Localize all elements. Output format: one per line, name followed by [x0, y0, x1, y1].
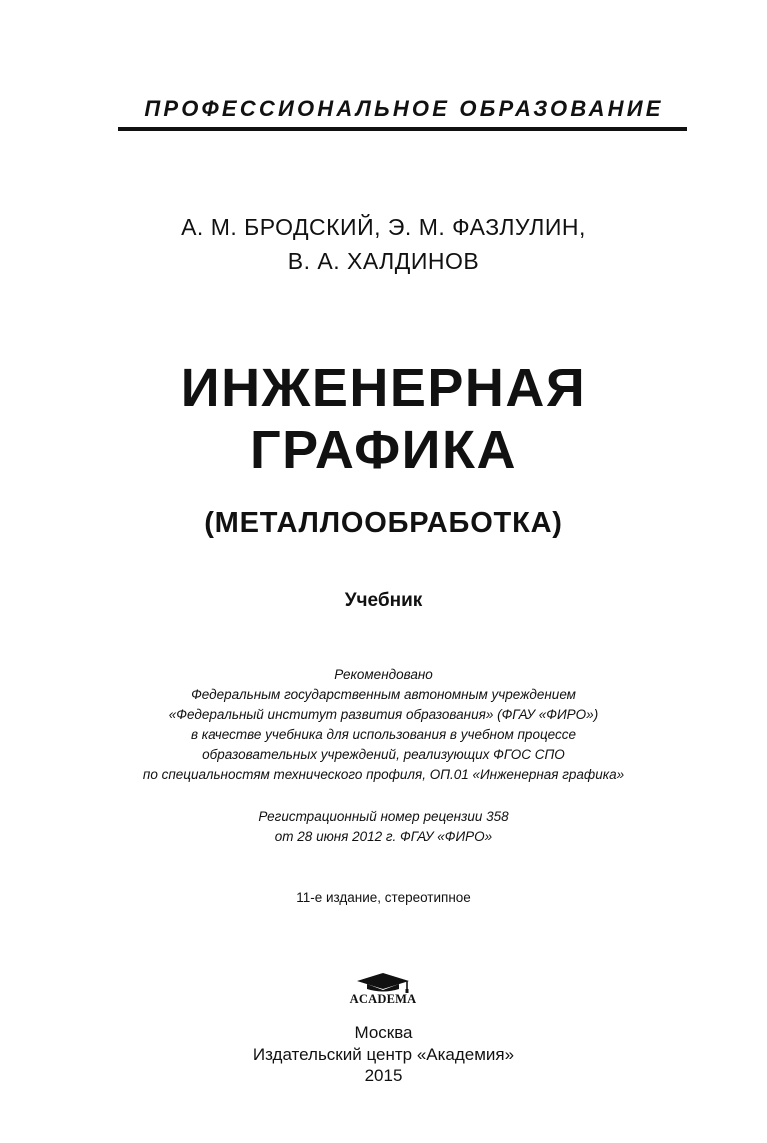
imprint-year: 2015 — [364, 1066, 403, 1085]
publisher-logo — [343, 972, 423, 1014]
book-type: Учебник — [344, 590, 423, 611]
book-title — [0, 357, 767, 481]
authors-line: А. М. БРОДСКИЙ, Э. М. ФАЗЛУЛИН, — [181, 214, 586, 240]
book-subtitle: (МЕТАЛЛООБРАБОТКА) — [204, 507, 563, 539]
series-underline — [118, 127, 687, 131]
recommendation-line: «Федеральный институт развития образования» (ФГАУ «ФИРО») — [168, 707, 599, 722]
imprint — [0, 1022, 767, 1087]
imprint-publisher: Издательский центр «Академия» — [252, 1044, 515, 1064]
title-line: ГРАФИКА — [250, 420, 517, 480]
recommendation-block — [0, 665, 767, 785]
registration-line: от 28 июня 2012 г. ФГАУ «ФИРО» — [274, 829, 493, 844]
edition-note: 11-е издание, стереотипное — [296, 890, 471, 905]
authors — [0, 210, 767, 278]
graduation-cap-icon — [343, 972, 423, 994]
authors-line: В. А. ХАЛДИНОВ — [287, 248, 480, 274]
recommendation-line: Рекомендовано — [334, 667, 433, 682]
recommendation-line: по специальностям технического профиля, ОП.01 «Инженерная графика» — [142, 767, 625, 782]
imprint-city: Москва — [354, 1023, 413, 1042]
recommendation-line: Федеральным государственным автономным учреждением — [191, 687, 576, 702]
series-title: ПРОФЕССИОНАЛЬНОЕ ОБРАЗОВАНИЕ — [144, 96, 664, 121]
registration-line: Регистрационный номер рецензии 358 — [258, 809, 509, 824]
title-line: ИНЖЕНЕРНАЯ — [180, 358, 587, 418]
recommendation-line: в качестве учебника для использования в учебном процессе — [190, 727, 577, 742]
registration-block — [0, 807, 767, 847]
publisher-logo-text: ACADEMA — [349, 992, 417, 1006]
recommendation-line: образовательных учреждений, реализующих ФГОС СПО — [202, 747, 565, 762]
